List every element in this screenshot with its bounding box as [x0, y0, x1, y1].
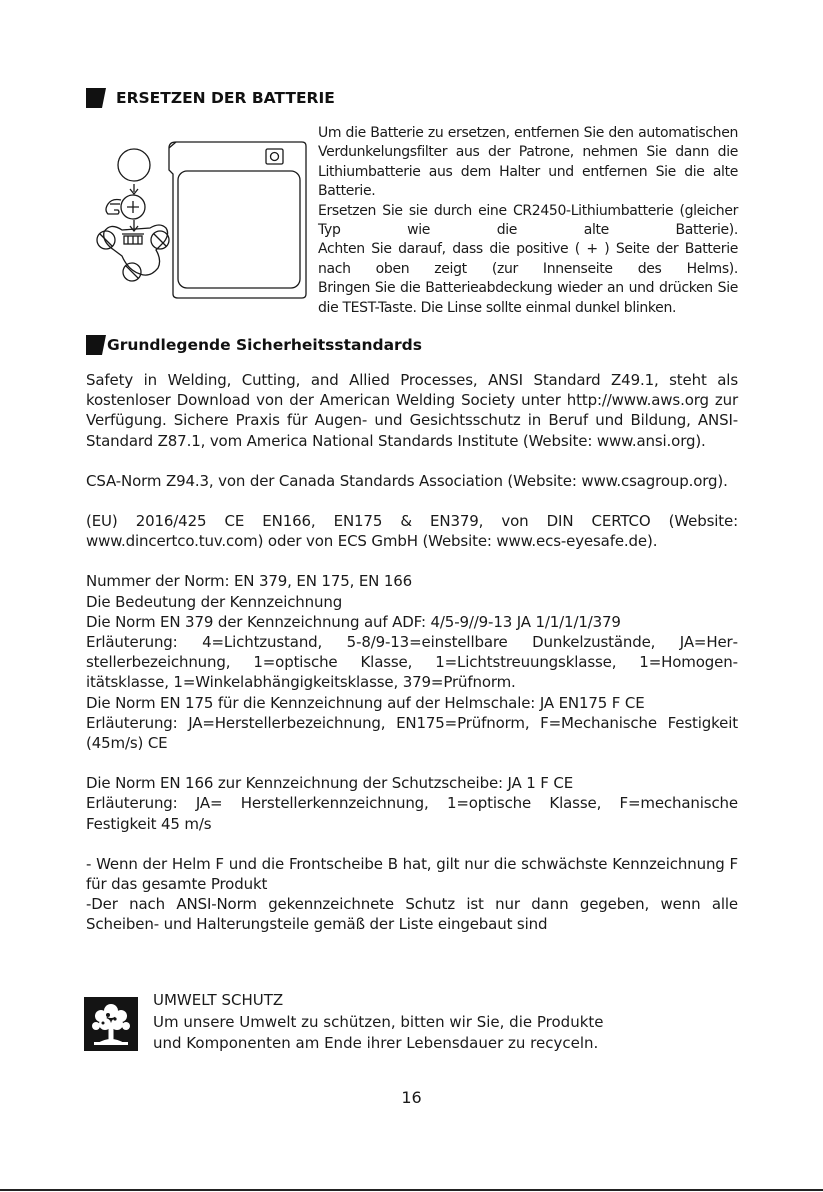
body-paragraph: Erläuterung: JA= Herstellerkennzeichnung, 1=optische Klasse, F=mechanische Festigkeit 45 m/s [86, 794, 738, 833]
intro-paragraph: Ersetzen Sie sie durch eine CR2450-Lithiumbatterie (gleicher Typ wie die alte Batterie). [318, 202, 738, 239]
bottom-divider [0, 1189, 823, 1191]
environment-text-line: und Komponenten am Ende ihrer Lebensdauer zu recyceln. [153, 1034, 599, 1052]
battery-instructions [318, 124, 738, 318]
section-marker-icon [86, 88, 106, 108]
intro-paragraph: Achten Sie darauf, dass die positive ( + ) Seite der Batterie nach oben zeigt (zur Innenseite des Helms). [318, 241, 738, 277]
environment-title: UMWELT SCHUTZ [153, 991, 284, 1009]
body-paragraph: Erläuterung: JA=Herstellerbezeichnung, EN175=Prüfnorm, F=Mechanische Festigkeit (45m/s) CE [86, 713, 738, 753]
intro-paragraph: Bringen Sie die Batterieabdeckung wieder an und drücken Sie die TEST-Taste. Die Linse sollte einmal dunkel blinken. [318, 280, 738, 316]
body-paragraph: CSA-Norm Z94.3, von der Canada Standards Association (Website: www.csagroup.org). [86, 471, 728, 490]
section-heading-safety-standards [86, 335, 422, 355]
body-paragraph: (EU) 2016/425 CE EN166, EN175 & EN379, von DIN CERTCO (Website: www.dincertco.tuv.com) oder von ECS GmbH (Website: www.ecs-eyesafe.de). [86, 512, 738, 551]
safety-standards-body [86, 370, 738, 935]
body-paragraph: -Der nach ANSI-Norm gekennzeichnete Schutz ist nur dann gegeben, wenn alle Scheiben- und Halterungsteile gemäß der Liste eingebaut sind [86, 895, 738, 934]
body-line: Nummer der Norm: EN 379, EN 175, EN 166 [86, 572, 413, 591]
section-title: ERSETZEN DER BATTERIE [116, 89, 335, 107]
page-number: 16 [401, 1088, 422, 1107]
body-line: Die Norm EN 175 für die Kennzeichnung auf der Helmschale: JA EN175 F CE [86, 693, 645, 712]
body-line: Die Bedeutung der Kennzeichnung [86, 592, 343, 611]
section-marker-icon [86, 335, 106, 355]
battery-replacement-diagram [84, 134, 314, 304]
environment-notice [153, 990, 604, 1055]
body-paragraph: Safety in Welding, Cutting, and Allied Processes, ANSI Standard Z49.1, steht als kostenloser Download von der American Welding Society unter http://www.aws.org zur Verfügung. Sichere Praxis für Augen- und Gesichtsschutz in Beruf und Bildung, ANSI-Standard Z87.1, vom America National Standards Institute (Website: www.ansi.org). [86, 371, 738, 450]
body-paragraph: - Wenn der Helm F und die Frontscheibe B hat, gilt nur die schwächste Kennzeichnung F für das gesamte Produkt [86, 854, 738, 894]
tree-icon [84, 997, 138, 1051]
body-paragraph: Erläuterung: 4=Lichtzustand, 5-8/9-13=einstellbare Dunkelzustände, JA=Herstellerbezeichnung, 1=optische Klasse, 1=Lichtstreuungsklasse, 1=Homogenitätsklasse, 1=Winkelabhängigkeitsklasse, 379=Prüfnorm. [86, 633, 738, 692]
section-title: Grundlegende Sicherheitsstandards [107, 336, 423, 354]
intro-paragraph: Um die Batterie zu ersetzen, entfernen Sie den automatischen Verdunkelungsfilter aus der Patrone, nehmen Sie dann die Lithiumbatterie aus dem Halter und entfernen Sie die alte Batterie. [318, 125, 738, 200]
environment-text-line: Um unsere Umwelt zu schützen, bitten wir Sie, die Produkte [153, 1012, 604, 1031]
body-line: Die Norm EN 166 zur Kennzeichnung der Schutzscheibe: JA 1 F CE [86, 774, 574, 793]
body-line: Die Norm EN 379 der Kennzeichnung auf ADF: 4/5-9//9-13 JA 1/1/1/1/379 [86, 612, 621, 631]
section-heading-battery [86, 88, 335, 108]
